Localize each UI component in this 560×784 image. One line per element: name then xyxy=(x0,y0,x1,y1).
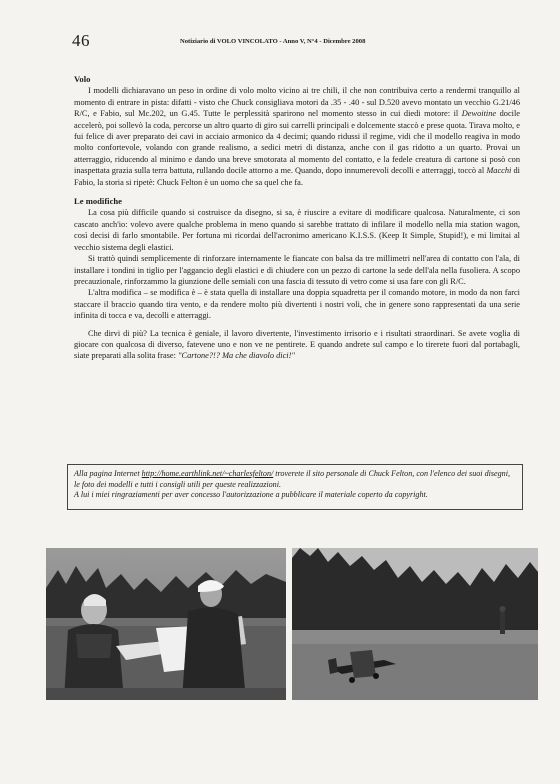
photo-strip xyxy=(46,548,538,700)
article-body xyxy=(74,74,520,362)
paragraph-modifiche-4: Che dirvi di più? La tecnica è geniale, il lavoro divertente, l'investimento irrisorio e i risultati straordinari. Se avete voglia di giocare con qualcosa di diverso, fatevene uno e non ve ne pentirete. E quando andrete sul campo e lo tirerete fuori dal portabagli, siate preparati alla solita frase: "Cartone?!? Ma che diavolo dici!" xyxy=(74,328,520,361)
info-box-line-1: Alla pagina Internet http://home.earthlink.net/~charlesfelton/ troverete il sito personale di Chuck Felton, con l'elenco dei suoi disegni, le foto dei modelli e tutti i consigli utili per queste realizzazioni. xyxy=(74,469,510,489)
paragraph-modifiche-1: La cosa più difficile quando si costruisce da disegno, si sa, è riuscire a evitare di modificare qualcosa. Naturalmente, ci son cascato anch'io: volevo avere qualche problema in meno quando si sarebbe trattato di infilare il modello nella mia station wagon, così decisi di farlo smontabile. Per fortuna mi ricordai dell'acronimo americano K.I.S.S. (Keep It Simple, Stupid!), e mi limitai al vecchio sistema degli elastici. xyxy=(74,208,520,252)
running-header: Notiziario di VOLO VINCOLATO - Anno V, N°4 - Dicembre 2008 xyxy=(180,38,366,45)
page-number: 46 xyxy=(72,31,90,50)
paragraph-modifiche-3: L'altra modifica – se modifica è – è stata quella di installare una doppia squadretta per il comando motore, in modo da non farci staccare il braccio quando tira vento, e da rendere molto più divertenti i nostri voli, che in genere sono rappresentati da una serie infinita di tocca e va, decolli e atterraggi. xyxy=(74,288,520,321)
section-title-modifiche: Le modifiche xyxy=(74,196,122,207)
paragraph-volo: I modelli dichiaravano un peso in ordine di volo molto vicino ai tre chili, il che non contribuiva certo a rendermi tranquillo al momento di entrare in pista: difatti - visto che Chuck consigliava motori da .35 - .40 - sul D.520 avevo montato un vecchio G.21/46 R/C, e Fabio, sul Mc.202, un G.45. Tutte le perplessità sparirono nel momento stesso in cui diedi motore: il Dewoitine docile accelerò, poi sollevò la coda, percorse un altro quarto di giro sui carrelli principali e dolcemente staccò e prese quota. Tirava molto, e fui felice di aver preparato dei cavi in acciaio armonico da 4 decimi; quando ridussi il regime, vidi che il modello reagiva in modo molto confortevole, volando con grande realismo, a sedici metri di distanza, anche con il gas ridotto a un quarto. Provai un atterraggio, riducendo al minimo e dando una breve smotorata al momento del contatto, e la fedele creatura di cartone si posò con inaspettata grazia sulla terra battuta, rullando docile attorno a me. Quando, dopo innumerevoli decolli e atterraggi, toccò al Macchi di Fabio, la storia si ripetè: Chuck Felton è un uomo che sa quel che fa. xyxy=(74,86,520,187)
info-box-line-2: A lui i miei ringraziamenti per aver concesso l'autorizzazione a pubblicare il materiale coperto da copyright. xyxy=(74,490,428,500)
photo-modellers xyxy=(46,548,286,700)
paragraph-modifiche-2: Si trattò quindi semplicemente di rinforzare internamente le fiancate con balsa da tre millimetri nell'area di contatto con l'ala, di installare i tondini in tiglio per l'aggancio degli elastici e di chiudere con un pezzo di cartone la sede dell'ala nella fusoliera. A scopo precauzionale, rinforzammo la giunzione delle semiali con una fascia di tessuto di vetro come si usa fare con gli R/C. xyxy=(74,254,520,286)
photo-model-takeoff xyxy=(292,548,538,700)
section-title-volo: Volo xyxy=(74,74,91,84)
website-link[interactable]: http://home.earthlink.net/~charlesfelton/ xyxy=(141,469,274,478)
info-box xyxy=(67,464,523,510)
